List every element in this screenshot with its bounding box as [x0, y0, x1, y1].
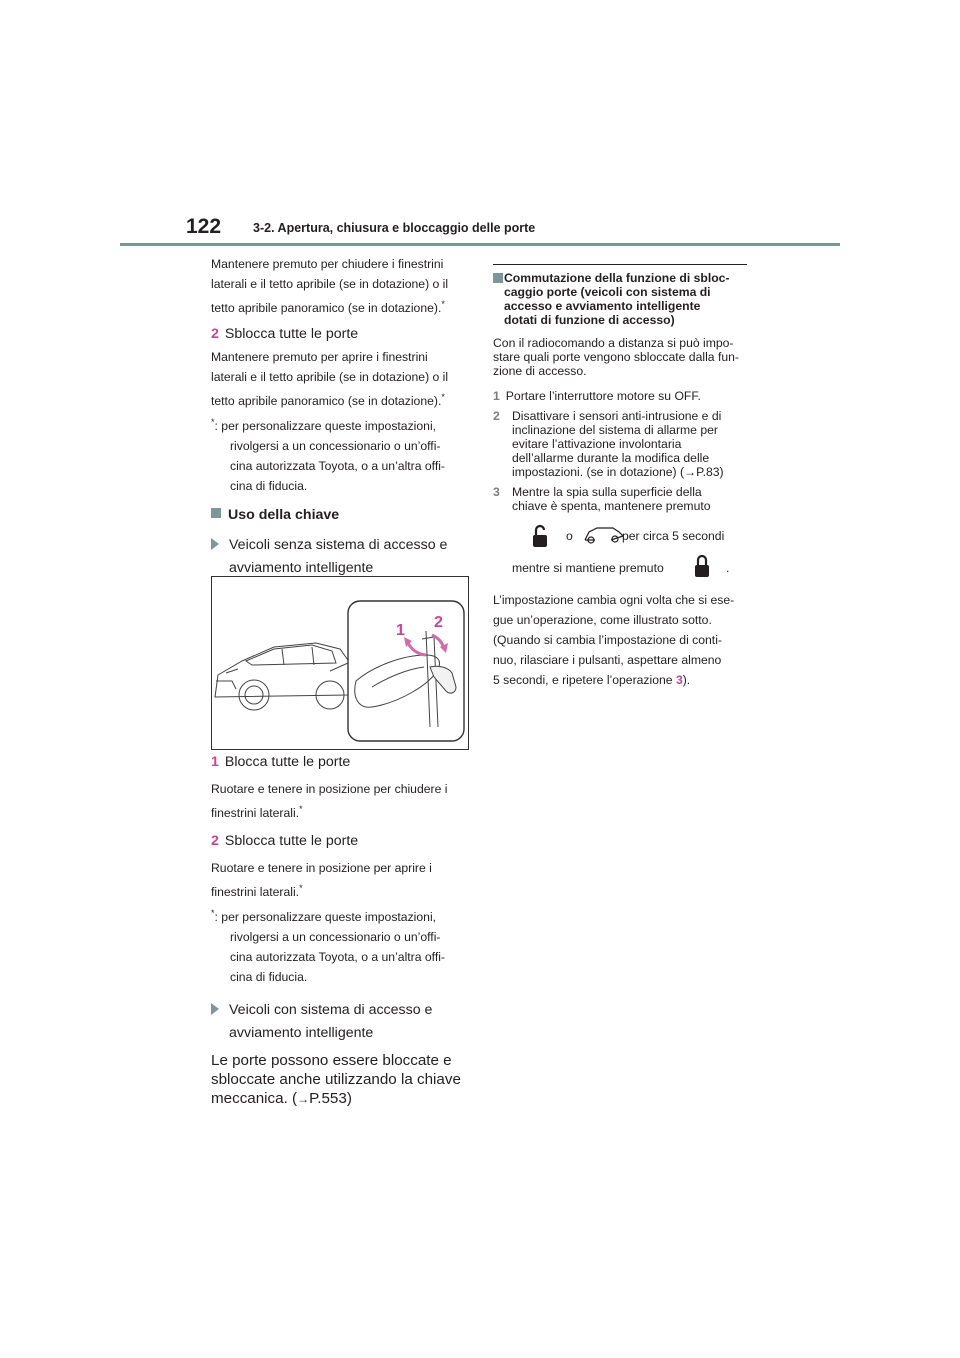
- left-column-lower: [211, 753, 473, 1109]
- paragraph: Con il radiocomando a distanza si può impo- stare quali porte vengono sbloccate dalla fun- zione di accesso.: [493, 336, 739, 378]
- section-title: 3-2. Apertura, chiusura e bloccaggio delle porte: [253, 221, 536, 235]
- mechanical-key-paragraph: Le porte possono essere bloccate e sbloccate anche utilizzando la chiave meccanica. (→P.553): [211, 1052, 461, 1108]
- figure-label-1: 1: [396, 622, 405, 639]
- switch-step-1: 1 Portare l’interruttore motore su OFF.: [493, 389, 701, 403]
- heading-key-use: Uso della chiave: [211, 506, 473, 524]
- heading-rule: [493, 264, 747, 265]
- key-illustration: [211, 576, 469, 750]
- icon-row-1: o per circa 5 secondi: [493, 524, 755, 552]
- heading-unlock-switch: Commutazione della funzione di sbloc- caggio porte (veicoli con sistema di accesso e avviamento intelligente dotati di funzione di accesso): [493, 271, 755, 327]
- switch-step-3: 3 Mentre la spia sulla superficie della chiave è spenta, mantenere premuto: [493, 485, 711, 513]
- subheading-no-smart: Veicoli senza sistema di accesso e avviamento intelligente: [211, 534, 473, 580]
- footnote-cont: rivolgersi a un concessionario o un’offi- cina autorizzata Toyota, o a un’altra offi- cina di fiducia.: [230, 439, 445, 494]
- reference-arrow-icon: →: [297, 1092, 310, 1107]
- square-bullet-icon: [493, 273, 503, 283]
- footnote: *: per personalizzare queste impostazioni,: [211, 908, 437, 925]
- paragraph: Ruotare e tenere in posizione per aprire i finestrini laterali.*: [211, 861, 432, 900]
- paragraph: Ruotare e tenere in posizione per chiudere i finestrini laterali.*: [211, 782, 448, 821]
- triangle-bullet-icon: [211, 1003, 219, 1015]
- lock-button-icon: [693, 554, 711, 578]
- header-rule: [120, 243, 840, 246]
- paragraph: L’impostazione cambia ogni volta che si ese- gue un’operazione, come illustrato sotto. (Quando si cambia l’impostazione di conti- nuo, rilasciare i pulsanti, aspettare almeno 5 secondi, e ripetere l’operazione 3).: [493, 593, 735, 687]
- footnote: *: per personalizzare queste impostazioni,: [211, 417, 437, 434]
- triangle-bullet-icon: [211, 538, 219, 550]
- car-key-drawing: [212, 577, 468, 749]
- square-bullet-icon: [211, 508, 221, 518]
- reference-arrow-icon: →: [684, 465, 697, 479]
- car-door-button-icon: [583, 524, 625, 544]
- page-number: 122: [186, 215, 222, 238]
- switch-step-2: 2 Disattivare i sensori anti-intrusione e di inclinazione del sistema di allarme per evitare l’attivazione involontaria dell’allarme durante la modifica delle impostazioni. (se in dotazione) (→P.83): [493, 409, 724, 479]
- key-step-1: 1 Blocca tutte le porte: [211, 754, 351, 770]
- step-2-unlock: 2 Sblocca tutte le porte: [211, 326, 359, 343]
- left-column: [211, 254, 473, 580]
- footnote-cont: rivolgersi a un concessionario o un’offi- cina autorizzata Toyota, o a un’altra offi- cina di fiducia.: [230, 930, 445, 985]
- subheading-smart: Veicoli con sistema di accesso e avviamento intelligente: [211, 999, 473, 1045]
- key-step-2: 2 Sblocca tutte le porte: [211, 833, 359, 850]
- unlock-button-icon: [531, 524, 549, 548]
- paragraph: Mantenere premuto per chiudere i finestrini laterali e il tetto apribile (se in dotazione) o il tetto apribile panoramico (se in dotazione).*: [211, 257, 449, 316]
- figure-label-2: 2: [434, 614, 443, 631]
- paragraph: Mantenere premuto per aprire i finestrini laterali e il tetto apribile (se in dotazione) o il tetto apribile panoramico (se in dotazione).*: [211, 350, 449, 409]
- right-column: [493, 265, 755, 690]
- icon-row-2: mentre si mantiene premuto .: [493, 554, 755, 582]
